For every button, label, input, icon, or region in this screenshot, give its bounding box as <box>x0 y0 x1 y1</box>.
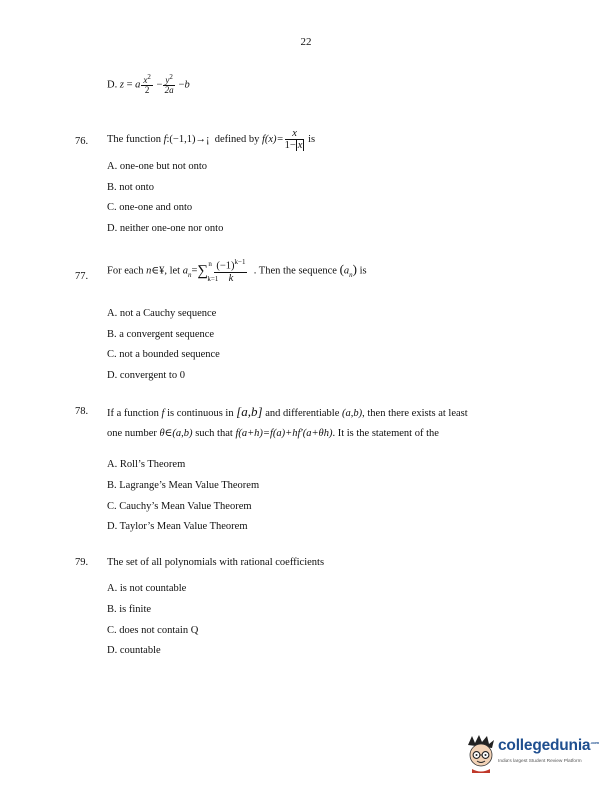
option-b: B. Lagrange’s Mean Value Theorem <box>107 480 260 491</box>
option-b: B. a convergent sequence <box>107 329 215 340</box>
fraction-y2-over-2a: $\frac{y^2}{2a}$ <box>164 73 174 96</box>
option-d: D. convergent to 0 <box>107 370 185 381</box>
question-78-line-2: one number θ∈(a,b) such that f(a+h)=f(a)+hf′(a+θh). It is the statement of the <box>107 428 439 439</box>
question-number: 76. <box>75 136 89 147</box>
option-d: D. neither one-one nor onto <box>107 223 224 234</box>
question-78-line-1: If a function f is continuous in [a,b] and differentiable (a,b), then there exists at least <box>107 404 468 419</box>
question-number: 79. <box>75 557 89 568</box>
collegedunia-logo: collegedunia$^{.com}$ India's largest Student Review Platform <box>462 733 607 773</box>
question-77-stem: For each n∈¥, let $a_n=\sum$ n k=1 $\frac{(-1)^{k-1}}{k}$ . Then the sequence $(a_n)$ is <box>107 258 367 284</box>
option-c: C. does not contain Q <box>107 625 199 636</box>
question-number: 78. <box>75 406 89 417</box>
option-a: A. Roll’s Theorem <box>107 459 186 470</box>
option-a: A. one-one but not onto <box>107 161 208 172</box>
summation: ∑ n k=1 <box>197 259 219 283</box>
question-76-stem: The function f:(−1,1)→¡ defined by f(x)= $\frac{x}{1- x}$ is <box>107 128 316 152</box>
option-c: C. not a bounded sequence <box>107 349 220 360</box>
fraction-series-term: $\frac{(-1)^{k-1}}{k}$ <box>216 258 246 284</box>
option-d: D. countable <box>107 645 161 656</box>
page-number: 22 <box>300 36 312 48</box>
q75-option-d: D. z = a $\frac{x^2}{2}$ − $\frac{y^2}{2a} -b$ <box>107 73 190 96</box>
question-number: 77. <box>75 271 89 282</box>
option-a: A. is not countable <box>107 583 187 594</box>
mascot-icon <box>462 733 500 773</box>
option-a: A. not a Cauchy sequence <box>107 308 217 319</box>
question-79-stem: The set of all polynomials with rational coefficients <box>107 557 325 568</box>
option-c: C. Cauchy’s Mean Value Theorem <box>107 501 252 512</box>
option-b: B. not onto <box>107 182 154 193</box>
option-b: B. is finite <box>107 604 152 615</box>
option-c: C. one-one and onto <box>107 202 193 213</box>
fraction-x2-over-2: $\frac{x^2}{2}$ <box>143 73 151 96</box>
fraction-x-over-1-minus-abs-x: $\frac{x}{1- x}$ <box>284 128 303 152</box>
option-d: D. Taylor’s Mean Value Theorem <box>107 521 248 532</box>
